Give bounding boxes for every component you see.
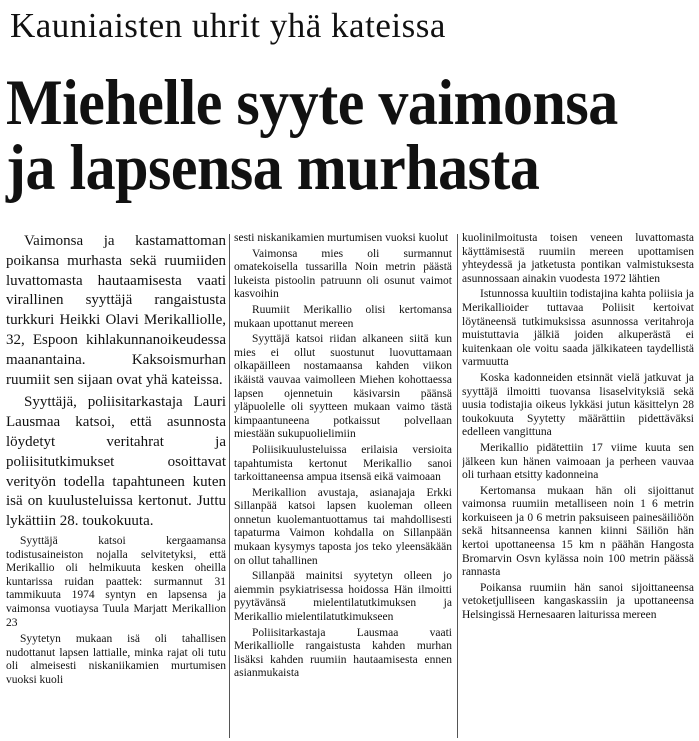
body-paragraph: Syytetyn mukaan isä oli tahallisen nudottanut lapsen lattialle, minka rajat oli tutu oli almeisesti niskaniikamien murtumisen vuoksi kuoli (6, 633, 226, 686)
body-paragraph: Kertomansa mukaan hän oli sijoittanut vaimonsa ruumiin metalliseen noin 1 6 metrin korkuiseen ja 0 6 metrin paksuiseen painesäiliöön sekä hitsanneensa kannen kiinni Säiliön hän kertoi upottaneensa 15 km n päähän Hangosta Bromarvin Osvn kylässa noin 100 metrin päässä rannasta (462, 484, 694, 579)
body-paragraph: Poliisitarkastaja Lausmaa vaati Merikalliolle rangaistusta kahden murhan lisäksi kahden ruumiin hautaamisesta ennen asianmukaista (234, 626, 452, 680)
body-paragraph: Syyttäjä, poliisitarkastaja Lauri Lausmaa katsoi, että asunnosta löydetyt veritahrat ja poliisitutkimukset osoittavat verityön todella tapahtuneen kuten isä on kuulusteluissa kertonut. Juttu lykättiin 28. toukokuuta. (6, 394, 226, 530)
body-paragraph: Sillanpää mainitsi syytetyn olleen jo aiemmin psykiatrisessa hoidossa Hän ilmoitti pyytävänsä mielentilatutkimuksen ja Merikallio mielentilatutkimukseen (234, 570, 452, 624)
body-paragraph: Merikallion avustaja, asianajaja Erkki Sillanpää katsoi lapsen kuoleman olleen onnetun kuolemantuottamus tai mahdollisesti tapaturma Vaimon kohdalla on Sillanpään mukaan kysymys taposta jos teko yleensäkään on ollut tahallinen (234, 486, 452, 567)
kicker-headline: Kauniaisten uhrit yhä kateissa (10, 6, 446, 45)
article-column-3 (462, 232, 694, 738)
body-paragraph: sesti niskanikamien murtumisen vuoksi kuolut (234, 232, 449, 244)
headline-line-2: ja lapsensa murhasta (6, 131, 540, 203)
body-paragraph: Koska kadonneiden etsinnät vielä jatkuvat ja syyttäjä ilmoitti tuovansa lisaselvityksiä sekä uusia todistajia oikeus lykkäsi jutun käsittelyn 28 toukokuuta Syytetty määrättiin pidettäväksi edelleen vangittuna (462, 371, 694, 439)
article-column-1 (6, 232, 226, 738)
headline-line-1: Miehelle syyte vaimonsa (6, 66, 618, 139)
body-paragraph: Syyttäjä katsoi riidan alkaneen siitä kun mies ei ollut suostunut luovuttamaan olkapäilleen nostamaansa kahden viikon ikäistä vauvaa vaimolleen Miehen kohottaessa lapsen ojennetuin käsivarsin päänsä yläpuolelle oli syytteen mukaan vaimo tästä kimpaantuneena potkaissut polvellaan miestään sukupuolielimiin (234, 333, 452, 441)
main-headline (6, 66, 696, 203)
body-paragraph: Syyttäjä katsoi kergaamansa todistusaineiston nojalla selvitetyksi, että Merikallio oli helmikuuta kesken oheilla kuntarissa ruidan paattek: surmannut 31 tammikuuta 1974 syntyn en lapsensa ja vaimonsa vuotiaysa Tuula Marjatt Merikallion 23 (6, 534, 226, 629)
body-paragraph: Poliisikuulusteluissa erilaisia versioita tapahtumista kertonut Merikallio sanoi tarkoittaneensa ampua itsensä eikä vaimoaan (234, 443, 452, 484)
column-rule-2 (457, 234, 458, 738)
body-paragraph: Ruumiit Merikallio olisi kertomansa mukaan upottanut mereen (234, 303, 452, 330)
body-paragraph: kuolinilmoitusta toisen veneen luvattomasta käyttämisestä ruumiin mereen upottamisen yhteydessä ja jatketusta pontikan valmistuksesta asunnossaan ainakin vuodesta 1972 lähtien (462, 232, 694, 285)
body-paragraph: Poikansa ruumiin hän sanoi sijoittaneensa vetoketjulliseen kangaskassiin ja upottaneensa Helsingissä Hernesaaren laiturissa mereen (462, 581, 694, 622)
body-paragraph: Merikallio pidätettiin 17 viime kuuta sen jälkeen kun hänen vaimoaan ja perheen vauvaa oli turhaan etsitty kadonneina (462, 441, 694, 482)
column-rule-1 (229, 234, 230, 738)
lead-paragraph: Vaimonsa ja kastamattoman poikansa murhasta sekä ruumiiden luvattomasta hautaamisesta vaati virallinen syyttäjä rangaistusta turkkuri Heikki Olavi Merikalliolle, 32, Espoon kihlakunnanoikeudessa maanantaina. Kaksoismurhan ruumiit sen sijaan ovat yhä kateissa. (6, 233, 226, 388)
body-paragraph: Istunnossa kuultiin todistajina kahta poliisia ja Merikallioider tuttavaa Poliisit kertoivat löytäneensä tutkimuksissa asunnossa veritahroja muistuttavia jälkiä joiden alkuperästä ei kuitenkaan ole voitu saada jälkikateen taydellistä varmuutta (462, 288, 694, 369)
article-column-2 (234, 232, 452, 738)
body-paragraph: Vaimonsa mies oli surmannut omatekoisella tussarilla Noin metrin päästä lukeista pistoolin patruunn oli osunut vaimot kasvoihin (234, 247, 452, 301)
